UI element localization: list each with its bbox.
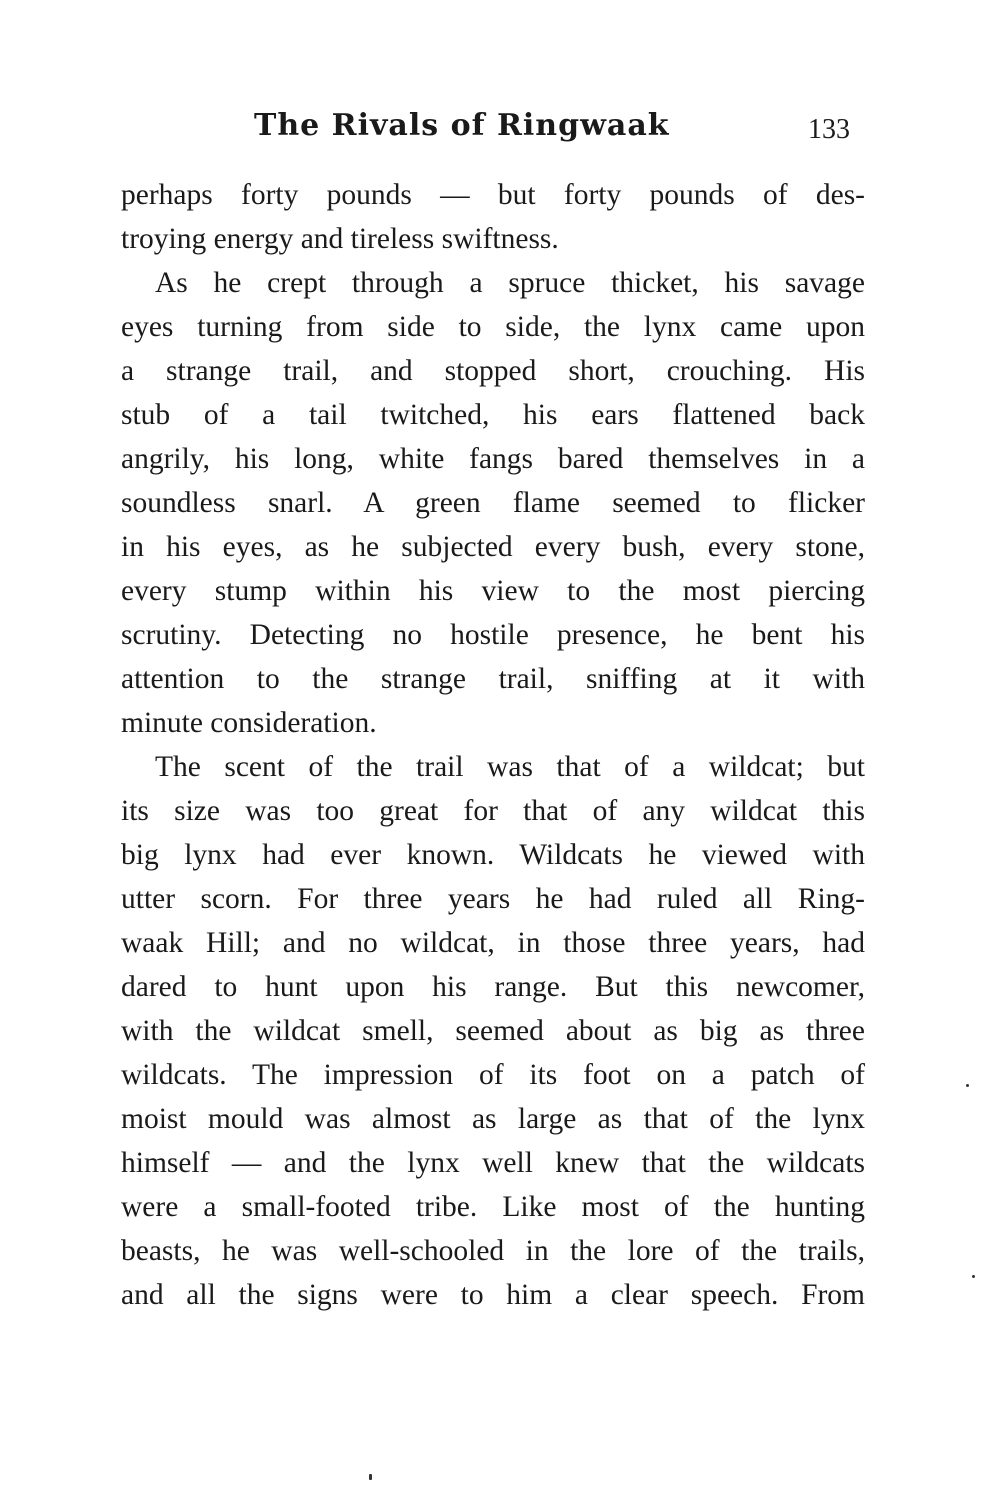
text-line: every stump within his view to the most piercing	[121, 575, 865, 607]
text-line: were a small-footed tribe. Like most of the hunting	[121, 1191, 865, 1223]
text-line: a strange trail, and stopped short, crouching. His	[121, 355, 865, 387]
text-line: and all the signs were to him a clear speech. From	[121, 1279, 865, 1311]
text-line: moist mould was almost as large as that of the lynx	[121, 1103, 865, 1135]
text-line: himself — and the lynx well knew that the wildcats	[121, 1147, 865, 1179]
text-line: big lynx had ever known. Wildcats he viewed with	[121, 839, 865, 871]
text-line: stub of a tail twitched, his ears flattened back	[121, 399, 865, 431]
text-line: The scent of the trail was that of a wildcat; but	[155, 751, 865, 783]
text-line: angrily, his long, white fangs bared themselves in a	[121, 443, 865, 475]
running-title: The Rivals of Ringwaak	[254, 108, 670, 143]
scan-speck	[966, 1084, 969, 1087]
text-line: waak Hill; and no wildcat, in those three years, had	[121, 927, 865, 959]
text-line: in his eyes, as he subjected every bush, every stone,	[121, 531, 865, 563]
text-line: attention to the strange trail, sniffing at it with	[121, 663, 865, 695]
scan-speck	[369, 1474, 372, 1480]
text-line: soundless snarl. A green flame seemed to flicker	[121, 487, 865, 519]
text-line: minute consideration.	[121, 707, 377, 739]
text-line: utter scorn. For three years he had ruled all Ring-	[121, 883, 865, 915]
text-line: As he crept through a spruce thicket, his savage	[155, 267, 865, 299]
page-number: 133	[808, 114, 850, 145]
text-line: scrutiny. Detecting no hostile presence, he bent his	[121, 619, 865, 651]
text-line: dared to hunt upon his range. But this newcomer,	[121, 971, 865, 1003]
text-line: troying energy and tireless swiftness.	[121, 223, 559, 255]
text-line: eyes turning from side to side, the lynx came upon	[121, 311, 865, 343]
text-line: wildcats. The impression of its foot on a patch of	[121, 1059, 865, 1091]
text-line: with the wildcat smell, seemed about as big as three	[121, 1015, 865, 1047]
text-line: its size was too great for that of any wildcat this	[121, 795, 865, 827]
text-line: beasts, he was well-schooled in the lore of the trails,	[121, 1235, 865, 1267]
scan-speck	[972, 1275, 975, 1278]
text-line: perhaps forty pounds — but forty pounds of des-	[121, 179, 865, 211]
